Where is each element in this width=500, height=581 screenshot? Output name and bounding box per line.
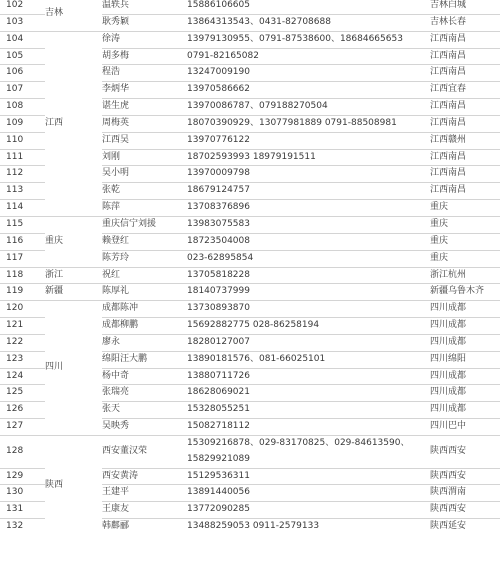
contact-name: 程浩: [102, 65, 187, 82]
contact-name: 绵阳汪大鹏: [102, 351, 187, 368]
row-number: 108: [0, 99, 45, 116]
contact-city: 江西南昌: [430, 31, 500, 48]
contact-phone: 13488259053 0911-2579133: [187, 519, 430, 535]
row-number: 124: [0, 368, 45, 385]
row-number: 105: [0, 48, 45, 65]
contact-name: 张乾: [102, 183, 187, 200]
table-row: [0, 0, 500, 14]
contact-phone: 13970586662: [187, 82, 430, 99]
row-number: 116: [0, 233, 45, 250]
contact-phone: 18628069021: [187, 385, 430, 402]
table-row: [0, 267, 500, 284]
contact-city: 江西赣州: [430, 132, 500, 149]
contact-phone: 18140737999: [187, 284, 430, 301]
contact-phone: 13970086787、079188270504: [187, 99, 430, 116]
row-number: 131: [0, 502, 45, 519]
contact-phone: 18679124757: [187, 183, 430, 200]
contact-name: 重庆信宁刘援: [102, 216, 187, 233]
contact-name: 王康友: [102, 502, 187, 519]
contact-phone: 15082718112: [187, 419, 430, 436]
province-cell: 四川: [45, 301, 102, 436]
province-cell: 重庆: [45, 216, 102, 267]
row-number: 112: [0, 166, 45, 183]
contact-city: 四川成都: [430, 301, 500, 318]
contact-city: 江西南昌: [430, 65, 500, 82]
contact-name: 耿秀颖: [102, 14, 187, 31]
contact-name: 谌生虎: [102, 99, 187, 116]
contact-phone: 13880711726: [187, 368, 430, 385]
row-number: 125: [0, 385, 45, 402]
contact-city: 江西宜春: [430, 82, 500, 99]
contact-phone: 13772090285: [187, 502, 430, 519]
row-number: 132: [0, 519, 45, 535]
contact-phone: 13890181576、081-66025101: [187, 351, 430, 368]
contact-city: 重庆: [430, 250, 500, 267]
contact-phone: 18723504008: [187, 233, 430, 250]
contact-name: 廖永: [102, 334, 187, 351]
contact-name: 赖登红: [102, 233, 187, 250]
contact-phone: 15692882775 028-86258194: [187, 318, 430, 335]
contact-phone: 13983075583: [187, 216, 430, 233]
row-number: 104: [0, 31, 45, 48]
contact-name: 西安黄涛: [102, 468, 187, 485]
contact-phone: 18702593993 18979191511: [187, 149, 430, 166]
contact-phone: 15886106605: [187, 0, 430, 14]
phone-line: 15829921089: [187, 453, 250, 464]
row-number: 106: [0, 65, 45, 82]
province-cell: 陕西: [45, 435, 102, 535]
row-number: 123: [0, 351, 45, 368]
row-number: 111: [0, 149, 45, 166]
row-number: 107: [0, 82, 45, 99]
contact-city: 四川绵阳: [430, 351, 500, 368]
contact-city: 四川成都: [430, 402, 500, 419]
phone-line: 15309216878、029-83170825、029-84613590、: [187, 437, 410, 448]
table-row: [0, 31, 500, 48]
contact-name: 韩鄜郦: [102, 519, 187, 535]
contact-name: 祝红: [102, 267, 187, 284]
contact-name: 杨中奇: [102, 368, 187, 385]
contact-city: 陕西渭南: [430, 485, 500, 502]
row-number: 119: [0, 284, 45, 301]
row-number: 103: [0, 14, 45, 31]
contact-city: 江西南昌: [430, 166, 500, 183]
row-number: 129: [0, 468, 45, 485]
contact-phone: 023-62895854: [187, 250, 430, 267]
contact-name: 刘刚: [102, 149, 187, 166]
contact-phone: 13970776122: [187, 132, 430, 149]
contact-phone: 13864313543、0431-82708688: [187, 14, 430, 31]
contact-city: 重庆: [430, 233, 500, 250]
contact-city: 吉林长春: [430, 14, 500, 31]
table-row: [0, 284, 500, 301]
contact-city: 新疆乌鲁木齐: [430, 284, 500, 301]
row-number: 115: [0, 216, 45, 233]
row-number: 117: [0, 250, 45, 267]
table-row: [0, 216, 500, 233]
province-cell: 浙江: [45, 267, 102, 284]
contact-city: 江西南昌: [430, 99, 500, 116]
contact-phone: 13891440056: [187, 485, 430, 502]
table-row: [0, 301, 500, 318]
row-number: 126: [0, 402, 45, 419]
contact-city: 四川巴中: [430, 419, 500, 436]
contact-phone: 13730893870: [187, 301, 430, 318]
contact-name: 王建平: [102, 485, 187, 502]
contact-name: 陈厚礼: [102, 284, 187, 301]
contact-city: 四川成都: [430, 334, 500, 351]
row-number: 109: [0, 115, 45, 132]
province-cell: 吉林: [45, 0, 102, 31]
contact-city: 重庆: [430, 200, 500, 217]
contact-name: 李炳华: [102, 82, 187, 99]
contact-phone: 13705818228: [187, 267, 430, 284]
contact-name: 吴小明: [102, 166, 187, 183]
row-number: 114: [0, 200, 45, 217]
row-number: 127: [0, 419, 45, 436]
row-number: 128: [0, 435, 45, 468]
contact-name: 陈萍: [102, 200, 187, 217]
contact-name: 温轶兵: [102, 0, 187, 14]
contact-name: 张天: [102, 402, 187, 419]
contact-name: 西安董汉荣: [102, 435, 187, 468]
contact-phone: 18280127007: [187, 334, 430, 351]
province-cell: 新疆: [45, 284, 102, 301]
contact-city: 四川成都: [430, 368, 500, 385]
contact-phone: 13979130955、0791-87538600、18684665653: [187, 31, 430, 48]
contact-phone: 0791-82165082: [187, 48, 430, 65]
contact-name: 成都陈冲: [102, 301, 187, 318]
contact-city: 重庆: [430, 216, 500, 233]
contact-phone: [187, 435, 430, 468]
contact-city: 陕西西安: [430, 435, 500, 468]
contact-city: 陕西西安: [430, 468, 500, 485]
contact-name: 张瑞亮: [102, 385, 187, 402]
contact-city: 江西南昌: [430, 115, 500, 132]
contact-phone: 13708376896: [187, 200, 430, 217]
row-number: 118: [0, 267, 45, 284]
contact-phone: 13970009798: [187, 166, 430, 183]
contact-name: 陈芳玲: [102, 250, 187, 267]
contact-city: 江西南昌: [430, 183, 500, 200]
contact-name: 成都柳鹏: [102, 318, 187, 335]
contact-name: 吴映秀: [102, 419, 187, 436]
contact-city: 江西南昌: [430, 48, 500, 65]
row-number: 120: [0, 301, 45, 318]
contact-city: 四川成都: [430, 385, 500, 402]
table-row: [0, 435, 500, 468]
row-number: 113: [0, 183, 45, 200]
row-number: 121: [0, 318, 45, 335]
province-cell: 江西: [45, 31, 102, 216]
row-number: 110: [0, 132, 45, 149]
contact-city: 四川成都: [430, 318, 500, 335]
contact-phone: 13247009190: [187, 65, 430, 82]
contact-phone: 15129536311: [187, 468, 430, 485]
row-number: 102: [0, 0, 45, 14]
contact-phone: 18070390929、13077981889 0791-88508981: [187, 115, 430, 132]
contact-city: 江西南昌: [430, 149, 500, 166]
row-number: 130: [0, 485, 45, 502]
contact-city: 吉林白城: [430, 0, 500, 14]
contact-name: 周梅英: [102, 115, 187, 132]
contact-name: 胡多梅: [102, 48, 187, 65]
contact-city: 陕西西安: [430, 502, 500, 519]
contact-city: 浙江杭州: [430, 267, 500, 284]
row-number: 122: [0, 334, 45, 351]
contact-city: 陕西延安: [430, 519, 500, 535]
contact-name: 江西吴: [102, 132, 187, 149]
contact-phone: 15328055251: [187, 402, 430, 419]
contact-name: 徐涛: [102, 31, 187, 48]
